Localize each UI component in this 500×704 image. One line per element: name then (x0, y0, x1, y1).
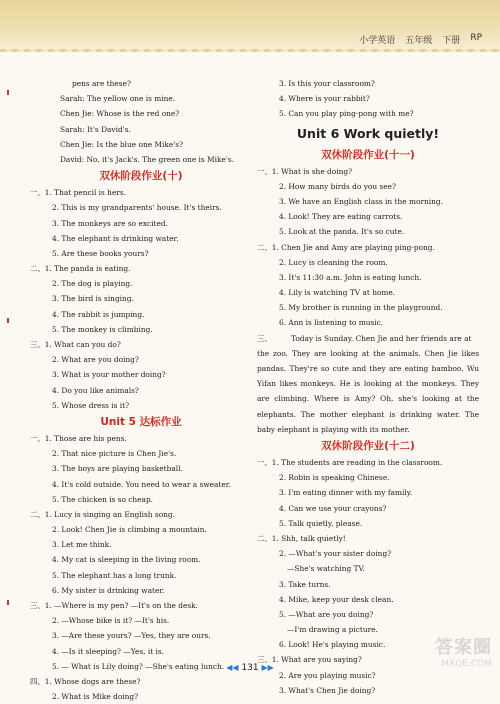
passage-first-line (257, 331, 479, 346)
passage-text: Today is Sunday. Chen Jie and her friends are at (291, 333, 472, 343)
answer-line: 3. Let me think. (52, 540, 112, 550)
answer-line: 4. Do you like animals? (52, 385, 139, 395)
answer-line: 3. What's Chen Jie doing? (279, 685, 376, 695)
answer-line: 一、1. The students are reading in the classroom. (257, 458, 443, 468)
answer-line: 二、1. The panda is eating. (30, 264, 131, 274)
answer-line: 四、1. Whose dogs are these? (30, 676, 141, 686)
answer-line: 4. —Is it sleeping? —Yes, it is. (52, 646, 165, 656)
answer-line: 5. Are these books yours? (52, 248, 149, 258)
answer-line: 三、1. What can you do? (30, 340, 121, 349)
next-page-arrow-icon[interactable]: ▶▶ (261, 663, 274, 672)
section-heading: 双休阶段作业(十) (99, 170, 183, 183)
answer-line: 一、1. That pencil is hers. (30, 188, 126, 198)
answer-line: 3. Is this your classroom? (279, 79, 375, 88)
passage-paragraph: the zoo. They are looking at the animals. Chen Jie likes pandas. They're so cute and they are eating bamboo. Wu Yifan likes monkeys. He is looking at the monkeys. They are climbing. Where is Amy? Oh, she's looking at the elephants. The mother elephant is drinking water. The baby elephant is playing with its mother. (257, 348, 479, 434)
header-term: 下册 (442, 36, 461, 46)
answer-line: Sarah: The yellow one is mine. (60, 94, 176, 104)
watermark-site: MXQE.COM (441, 659, 492, 669)
answer-line: —I'm drawing a picture. (287, 625, 378, 635)
margin-mark (7, 600, 9, 605)
answer-line: 4. The rabbit is jumping. (52, 309, 145, 319)
answer-line: 4. Mike, keep your desk clean. (279, 594, 394, 604)
watermark-logo (422, 633, 492, 673)
answer-line: 2. —Whose bike is it? —It's his. (52, 616, 170, 626)
margin-mark (7, 318, 9, 323)
answer-line: 2. —What's your sister doing? (279, 549, 392, 559)
answer-line: 5. The chicken is so cheap. (52, 494, 154, 504)
answer-line: 3. Take turns. (279, 579, 331, 589)
answer-line: 4. Can we use your crayons? (279, 503, 387, 513)
answer-line: 3. I'm eating dinner with my family. (279, 488, 413, 498)
answer-line: 3. The boys are playing basketball. (52, 464, 183, 474)
answer-line: 2. That nice picture is Chen Jie's. (52, 449, 177, 459)
answer-line: 4. Look! They are eating carrots. (279, 212, 403, 222)
answer-line: Sarah: It's David's. (60, 124, 131, 134)
answer-line: David: No, it's Jack's. The green one is Mike's. (60, 154, 235, 164)
section-heading: 双休阶段作业(十一) (321, 148, 415, 161)
header-subject: 小学英语 (359, 36, 396, 46)
answer-line: 2. Lucy is cleaning the room. (279, 257, 388, 267)
answer-line: 三、1. What are you saying? (257, 655, 362, 665)
answer-line: 2. This is my grandparents' house. It's theirs. (52, 203, 222, 213)
header-edition: RP (470, 33, 482, 43)
answer-line: 4. It's cold outside. You need to wear a sweater. (52, 479, 231, 489)
answer-line: 3. —Are these yours? —Yes, they are ours. (52, 631, 211, 641)
left-answer-column (30, 76, 252, 704)
answer-line: 5. Look at the panda. It's so cute. (279, 227, 405, 237)
answer-line: 3. What is your mother doing? (52, 370, 166, 380)
answer-line: 6. Ann is listening to music. (279, 318, 384, 328)
answer-line: 5. The elephant has a long trunk. (52, 570, 177, 580)
page-number: 131 (241, 663, 259, 673)
answer-line: Chen Jie: Whose is the red one? (60, 109, 180, 119)
right-answer-column (257, 76, 479, 698)
answer-line: 4. Where is your rabbit? (279, 94, 370, 104)
watermark-mark: 答案圈 (435, 637, 492, 658)
answer-line: 5. Whose dress is it? (52, 400, 130, 410)
answer-line: 2. The dog is playing. (52, 279, 133, 289)
answer-line: 6. My sister is drinking water. (52, 585, 165, 595)
answer-line: pens are these? (72, 79, 131, 88)
answer-line: 4. The elephant is drinking water. (52, 233, 179, 243)
unit-heading-rest: 达标作业 (135, 415, 182, 428)
answer-line: 二、1. Lucy is singing an English song. (30, 509, 175, 519)
answer-line: 一、1. Those are his pens. (30, 433, 127, 443)
answer-line: —She's watching TV. (287, 564, 365, 574)
prev-page-arrow-icon[interactable]: ◀◀ (226, 663, 239, 672)
answer-line: 5. —What are you doing? (279, 609, 374, 619)
answer-line: Chen Jie: Is the blue one Mike's? (60, 139, 184, 149)
header-grade: 五年级 (405, 36, 433, 46)
answer-line: 4. My cat is sleeping in the living room. (52, 555, 201, 565)
answer-line: 3. The bird is singing. (52, 294, 134, 304)
margin-mark (7, 90, 9, 95)
answer-line: 3. We have an English class in the morning. (279, 196, 443, 206)
answer-line: 5. My brother is running in the playground. (279, 303, 443, 313)
answer-line: 2. Look! Chen Jie is climbing a mountain. (52, 525, 207, 535)
header-label (359, 33, 482, 46)
answer-line: 6. Look! He's playing music. (279, 640, 386, 650)
answer-line: 2. Robin is speaking Chinese. (279, 473, 390, 483)
answer-line: 2. What is Mike doing? (52, 692, 139, 702)
answer-line: 二、1. Shh, talk quietly! (257, 533, 346, 543)
answer-line: 5. — What is Lily doing? —She's eating lunch. (52, 661, 225, 671)
answer-line: 3. It's 11:30 a.m. John is eating lunch. (279, 272, 422, 282)
unit-section-heading (30, 413, 252, 431)
answer-line: 5. The monkey is climbing. (52, 324, 153, 334)
answer-line: 2. Are you playing music? (279, 670, 376, 680)
answer-line: 2. What are you doing? (52, 355, 139, 365)
answer-line: 5. Can you play ping-pong with me? (279, 109, 414, 119)
answer-line: 二、1. Chen Jie and Amy are playing ping-pong. (257, 242, 435, 252)
unit-title: Unit 6 Work quietly! (296, 125, 440, 141)
section-heading: 双休阶段作业(十二) (321, 440, 415, 453)
answer-line: 4. Lily is watching TV at home. (279, 288, 396, 298)
answer-line: 5. Talk quietly, please. (279, 518, 363, 528)
question-number: 三、 (257, 333, 272, 343)
unit-label: Unit 5 (100, 415, 136, 428)
answer-line: 一、1. What is she doing? (257, 166, 353, 176)
answer-line: 2. How many birds do you see? (279, 181, 396, 191)
answer-line: 三、1. —Where is my pen? —It's on the desk. (30, 601, 198, 610)
answer-line: 3. The monkeys are so excited. (52, 218, 168, 228)
